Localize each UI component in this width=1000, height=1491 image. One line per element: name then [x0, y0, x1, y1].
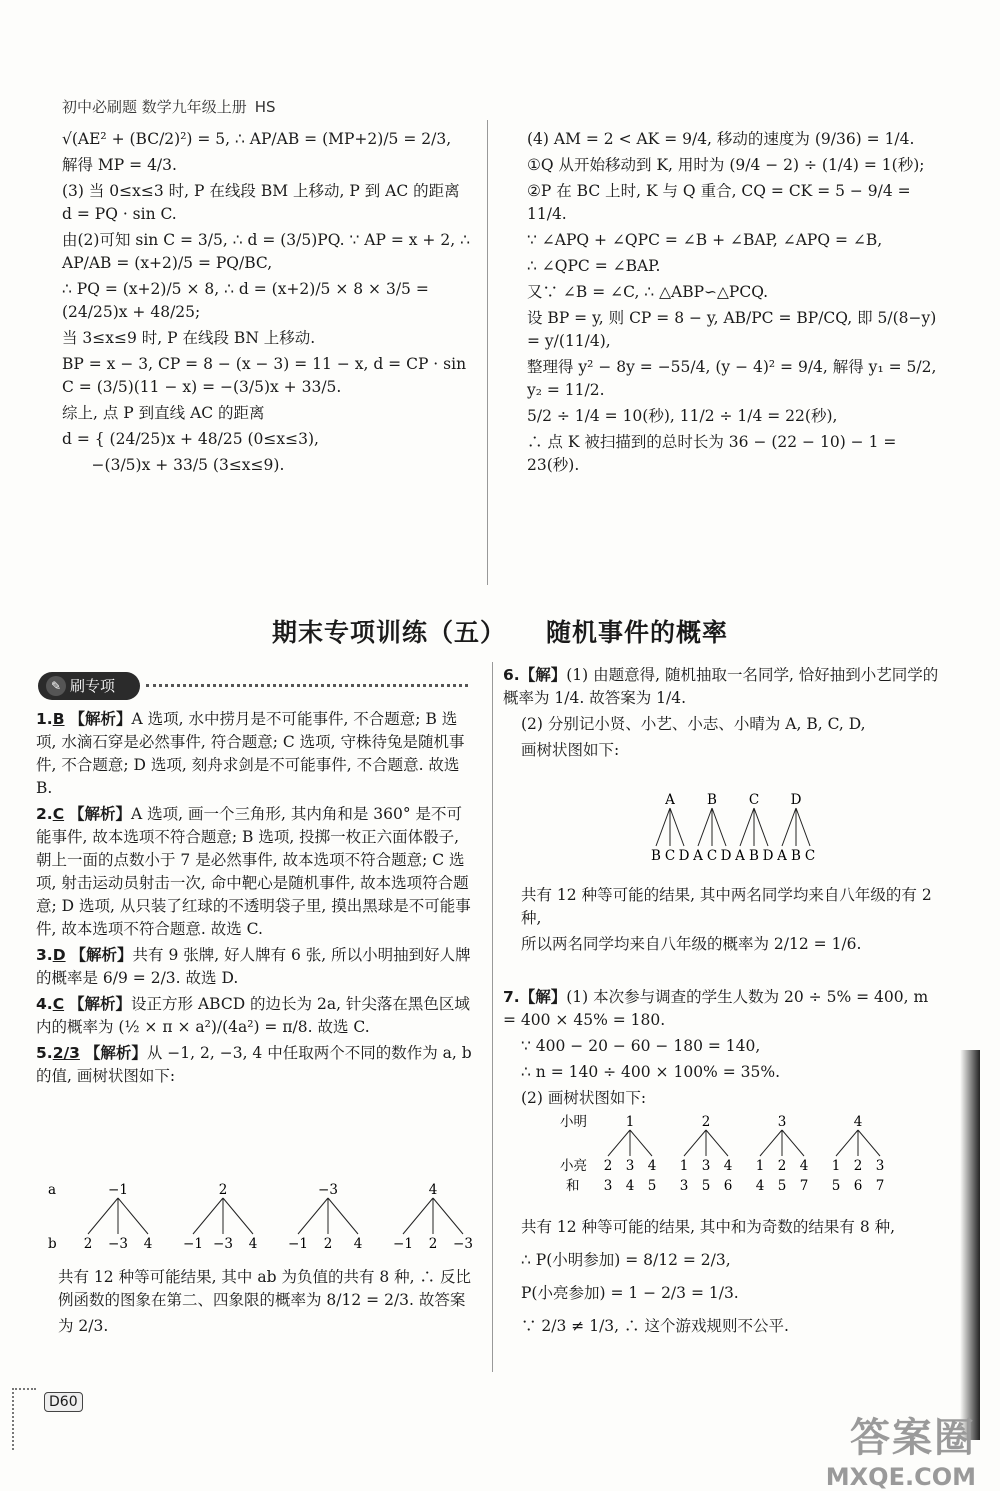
item6-end-line: 所以两名同学均来自八年级的概率为 2/12 = 1/6. — [521, 935, 862, 953]
tree-leaf: A — [777, 848, 787, 864]
left-bottom-column — [36, 708, 476, 1091]
tree-sum: 4 — [625, 1178, 635, 1194]
tree-sum: 6 — [853, 1178, 863, 1194]
item6-end-line: 共有 12 种等可能的结果, 其中两名同学均来自八年级的有 2 种, — [521, 886, 932, 927]
item7 — [503, 986, 943, 1113]
tree-branch — [656, 808, 670, 846]
left-top-line: 当 3≤x≤9 时, P 在线段 BN 上移动. — [62, 329, 316, 347]
tree5-row-a-label: a — [48, 1182, 57, 1198]
tree-leaf: 1 — [755, 1158, 765, 1174]
tree-sum: 7 — [799, 1178, 809, 1194]
right-top-line: ①Q 从开始移动到 K, 用时为 (9/4 − 2) ÷ (1/4) = 1(秒); — [527, 156, 925, 174]
item-text: 从 −1, 2, −3, 4 中任取两个不同的数作为 a, b 的值, 画树状图如下: — [36, 1044, 472, 1085]
tree-branch — [328, 1198, 358, 1234]
item-text: (1) 本次参与调查的学生人数为 20 ÷ 5% = 400, m = 400 × 45% = 180. — [503, 988, 929, 1029]
item-tag: 【解析】 — [84, 1044, 147, 1062]
tree-branch — [754, 808, 768, 846]
answer-item — [36, 803, 476, 941]
item-number: 6. — [503, 666, 520, 684]
item-answer: 2/3 — [52, 1044, 80, 1062]
tree5-row-b-label: b — [48, 1236, 57, 1252]
tree-root: D — [790, 792, 802, 808]
answer-item — [503, 986, 943, 1032]
tree-leaf: B — [791, 848, 801, 864]
left-top-line: 综上, 点 P 到直线 AC 的距离 — [62, 404, 265, 422]
tree-root: −1 — [108, 1182, 128, 1198]
right-bottom-column — [503, 664, 943, 765]
section-badge — [38, 672, 140, 700]
item-number: 2. — [36, 805, 53, 823]
running-header — [62, 96, 276, 117]
tree-sum: 5 — [647, 1178, 657, 1194]
item7-end-line: ∵ 2/3 ≠ 1/3, ∴ 这个游戏规则不公平. — [521, 1317, 789, 1335]
left-top-line: 由(2)可知 sin C = 3/5, ∴ d = (3/5)PQ. ∵ AP = x + 2, ∴ AP/AB = (x+2)/5 = PQ/BC, — [62, 231, 470, 272]
tree-root: B — [707, 792, 717, 808]
item6-conclusion — [521, 884, 941, 959]
item-answer: C — [52, 805, 65, 823]
tree-sum: 6 — [723, 1178, 733, 1194]
tree-root: 4 — [853, 1114, 863, 1130]
tree-leaf: 4 — [143, 1236, 153, 1252]
tree7-label-mid: 小亮 — [560, 1158, 587, 1174]
tree-leaf: 4 — [248, 1236, 258, 1252]
item-answer: C — [52, 995, 65, 1013]
tree-leaf: −3 — [453, 1236, 473, 1252]
badge-label: 刷专项 — [70, 677, 116, 695]
tree-leaf: B — [749, 848, 759, 864]
item7-end-line: ∴ P(小明参加) = 8/12 = 2/3, — [521, 1251, 731, 1269]
item-number: 4. — [36, 995, 53, 1013]
tree-root: 3 — [777, 1114, 787, 1130]
item-answer: B — [52, 710, 65, 728]
tree-branch — [630, 1130, 652, 1156]
tree-branch — [740, 808, 754, 846]
item-tag: 【解析】 — [69, 710, 132, 728]
item7-line: (2) 画树状图如下: — [521, 1089, 647, 1107]
right-top-line: ∴ ∠QPC = ∠BAP. — [527, 257, 661, 275]
right-top-line: 设 BP = y, 则 CP = 8 − y, AB/PC = BP/CQ, 即 5/(8−y) = y/(11/4), — [527, 309, 937, 350]
tree-branch — [782, 1130, 804, 1156]
right-top-line: ∵ ∠APQ + ∠QPC = ∠B + ∠BAP, ∠APQ = ∠B, — [527, 231, 883, 249]
item-text: 共有 9 张牌, 好人牌有 6 张, 所以小明抽到好人牌的概率是 6/9 = 2/3. 故选 D. — [36, 946, 471, 987]
left-top-line: ∴ PQ = (x+2)/5 × 8, ∴ d = (x+2)/5 × 8 × 3/5 = (24/25)x + 48/25; — [62, 280, 429, 321]
tree-branch — [698, 808, 712, 846]
answer-item — [36, 944, 476, 990]
tree-leaf: −1 — [183, 1236, 203, 1252]
tree-root: A — [665, 792, 675, 808]
left-top-line: BP = x − 3, CP = 8 − (x − 3) = 11 − x, d = CP · sin C = (3/5)(11 − x) = −(3/5)x + 33/5. — [62, 355, 467, 396]
tree-leaf: 4 — [647, 1158, 657, 1174]
tree-leaf: A — [735, 848, 745, 864]
item-text: 设正方形 ABCD 的边长为 2a, 针尖落在黑色区域内的概率为 (½ × π × a²)/(4a²) = π/8. 故选 C. — [36, 995, 470, 1036]
tree-leaf: C — [664, 848, 676, 864]
tree-leaf: D — [762, 848, 774, 864]
item7-conclusion — [521, 1212, 941, 1344]
tree-leaf: 3 — [875, 1158, 885, 1174]
tree-sum: 5 — [777, 1178, 787, 1194]
item7-line: ∵ 400 − 20 − 60 − 180 = 140, — [521, 1037, 761, 1055]
left-top-line: −(3/5)x + 33/5 (3≤x≤9). — [62, 456, 285, 474]
item-number: 1. — [36, 710, 53, 728]
tree-leaf: D — [678, 848, 690, 864]
tree-diagram-6 — [640, 790, 820, 866]
tree-branch — [836, 1130, 858, 1156]
tree-leaf: 4 — [799, 1158, 809, 1174]
column-divider-top — [487, 120, 488, 585]
page-binding-shadow — [960, 1050, 980, 1440]
tree-sum: 4 — [755, 1178, 765, 1194]
right-top-line: 5/2 ÷ 1/4 = 10(秒), 11/2 ÷ 1/4 = 22(秒), — [527, 407, 838, 425]
item-number: 5. — [36, 1044, 53, 1062]
item-tag: 【解】 — [519, 666, 567, 684]
tree-leaf: 3 — [625, 1158, 635, 1174]
tree-root: C — [748, 792, 760, 808]
tree-branch — [858, 1130, 880, 1156]
tree7-label-sum: 和 — [566, 1178, 580, 1194]
tree-leaf: C — [804, 848, 816, 864]
answer-item — [36, 708, 476, 800]
item7-end-line: 共有 12 种等可能的结果, 其中和为奇数的结果有 8 种, — [521, 1218, 896, 1236]
tree-sum: 7 — [875, 1178, 885, 1194]
tree6-group — [651, 792, 815, 864]
tree7-group — [604, 1114, 885, 1194]
left-top-column — [62, 128, 472, 480]
item-tag: 【解析】 — [70, 946, 133, 964]
tree-branch — [433, 1198, 463, 1234]
tree-leaf: 4 — [353, 1236, 363, 1252]
section-title — [0, 613, 1000, 649]
tree-leaf: C — [706, 848, 718, 864]
edition-label: HS — [254, 98, 276, 116]
answer-item — [36, 1042, 476, 1088]
item-text: (1) 由题意得, 随机抽取一名同学, 恰好抽到小艺同学的概率为 1/4. 故答案为 1/4. — [503, 666, 939, 707]
right-top-line: ∴ 点 K 被扫描到的总时长为 36 − (22 − 10) − 1 = 23(秒). — [527, 433, 897, 474]
dotted-rule — [146, 684, 468, 687]
tree-sum: 3 — [603, 1178, 613, 1194]
item5-line: 为 2/3. — [58, 1317, 109, 1335]
item-number: 3. — [36, 946, 53, 964]
right-top-line: 整理得 y² − 8y = −55/4, (y − 4)² = 9/4, 解得 y₁ = 5/2, y₂ = 11/2. — [527, 358, 937, 399]
answer-item — [503, 664, 943, 710]
item-text: A 选项, 水中捞月是不可能事件, 不合题意; B 选项, 水滴石穿是必然事件, 符合题意; C 选项, 守株待兔是随机事件, 不合题意; D 选项, 刻舟求剑是不可能事件, 不合题意. 故选 B. — [36, 710, 465, 797]
watermark-text: 答案圈 — [850, 1415, 976, 1461]
tree-branch — [403, 1198, 433, 1234]
tree-leaf: 2 — [777, 1158, 787, 1174]
tree-branch — [712, 808, 726, 846]
left-top-line: 解得 MP = 4/3. — [62, 156, 177, 174]
right-top-line: 又∵ ∠B = ∠C, ∴ △ABP∽△PCQ. — [527, 283, 769, 301]
tree-branch — [298, 1198, 328, 1234]
left-top-line: √(AE² + (BC/2)²) = 5, ∴ AP/AB = (MP+2)/5 = 2/3, — [62, 130, 452, 148]
tree-diagram-5 — [40, 1178, 490, 1258]
tree-branch — [88, 1198, 118, 1234]
item-answer: D — [52, 946, 66, 964]
answer-item — [36, 993, 476, 1039]
item-number: 7. — [503, 988, 520, 1006]
tree-sum: 5 — [831, 1178, 841, 1194]
item7-end-line: P(小亮参加) = 1 − 2/3 = 1/3. — [521, 1284, 739, 1302]
tree-sum: 3 — [679, 1178, 689, 1194]
tree-branch — [760, 1130, 782, 1156]
tree-branch — [782, 808, 796, 846]
tree-branch — [796, 808, 810, 846]
tree-leaf: A — [693, 848, 703, 864]
tree-branch — [118, 1198, 148, 1234]
right-top-column — [527, 128, 947, 480]
tree-branch — [193, 1198, 223, 1234]
tree-branch — [684, 1130, 706, 1156]
tree-leaf: 2 — [83, 1236, 93, 1252]
pen-icon: ✎ — [46, 676, 66, 696]
item-tag: 【解析】 — [69, 805, 132, 823]
tree-branch — [223, 1198, 253, 1234]
item-tag: 【解析】 — [69, 995, 132, 1013]
tree-leaf: 4 — [723, 1158, 733, 1174]
tree-branch — [608, 1130, 630, 1156]
tree-root: 2 — [218, 1182, 228, 1198]
watermark — [826, 1406, 976, 1491]
tree-leaf: D — [720, 848, 732, 864]
item6-line: (2) 分别记小贤、小艺、小志、小晴为 A, B, C, D, — [521, 715, 866, 733]
tree-root: 2 — [701, 1114, 711, 1130]
page-number: D60 — [44, 1392, 83, 1412]
left-top-line: (3) 当 0≤x≤3 时, P 在线段 BM 上移动, P 到 AC 的距离 d = PQ · sin C. — [62, 182, 460, 223]
tree-root: 1 — [625, 1114, 635, 1130]
tree-leaf: 3 — [701, 1158, 711, 1174]
right-top-line: (4) AM = 2 < AK = 9/4, 移动的速度为 (9/36) = 1/4. — [527, 130, 915, 148]
item7-line: ∴ n = 140 ÷ 400 × 100% = 35%. — [521, 1063, 780, 1081]
column-divider-bottom — [492, 662, 493, 1372]
tree-branch — [670, 808, 684, 846]
item-text: A 选项, 画一个三角形, 其内角和是 360° 是不可能事件, 故本选项不符合题意; B 选项, 投掷一枚正六面体骰子, 朝上一面的点数小于 7 是必然事件, 故本选项不符合题意; C 选项, 射击运动员射击一次, 命中靶心是随机事件, 故本选项符合题意; D 选项, 从只装了红球的不透明袋子里, 摸出黑球是不可能事件, 故本选项不符合题意. 故选 C. — [36, 805, 471, 938]
right-top-line: ②P 在 BC 上时, K 与 Q 重合, CQ = CK = 5 − 9/4 = 11/4. — [527, 182, 911, 223]
tree-leaf: 2 — [603, 1158, 613, 1174]
page-corner-mark — [12, 1388, 36, 1450]
tree-leaf: 1 — [831, 1158, 841, 1174]
tree-diagram-7 — [560, 1110, 930, 1196]
item5-conclusion — [58, 1266, 478, 1341]
book-title: 初中必刷题 数学九年级上册 — [62, 98, 247, 116]
tree-leaf: 2 — [323, 1236, 333, 1252]
item6-line: 画树状图如下: — [521, 741, 620, 759]
tree-leaf: 1 — [679, 1158, 689, 1174]
tree-leaf: −3 — [108, 1236, 128, 1252]
tree-leaf: 2 — [428, 1236, 438, 1252]
item-tag: 【解】 — [519, 988, 567, 1006]
tree5-group — [84, 1182, 473, 1252]
tree-root: 4 — [428, 1182, 438, 1198]
tree-root: −3 — [318, 1182, 338, 1198]
tree-branch — [706, 1130, 728, 1156]
tree-sum: 5 — [701, 1178, 711, 1194]
section-title-right: 随机事件的概率 — [546, 618, 729, 647]
tree-leaf: 2 — [853, 1158, 863, 1174]
tree-leaf: B — [651, 848, 661, 864]
left-top-line: d = { (24/25)x + 48/25 (0≤x≤3), — [62, 430, 319, 448]
tree-leaf: −1 — [393, 1236, 413, 1252]
watermark-url: MXQE.COM — [825, 1463, 976, 1491]
tree-leaf: −3 — [213, 1236, 233, 1252]
section-title-left: 期末专项训练（五） — [271, 618, 506, 647]
tree7-label-top: 小明 — [560, 1114, 587, 1130]
tree-leaf: −1 — [288, 1236, 308, 1252]
item5-line: 共有 12 种等可能结果, 其中 ab 为负值的共有 8 种, ∴ 反比例函数的图象在第二、四象限的概率为 8/12 = 2/3. 故答案 — [58, 1268, 471, 1309]
